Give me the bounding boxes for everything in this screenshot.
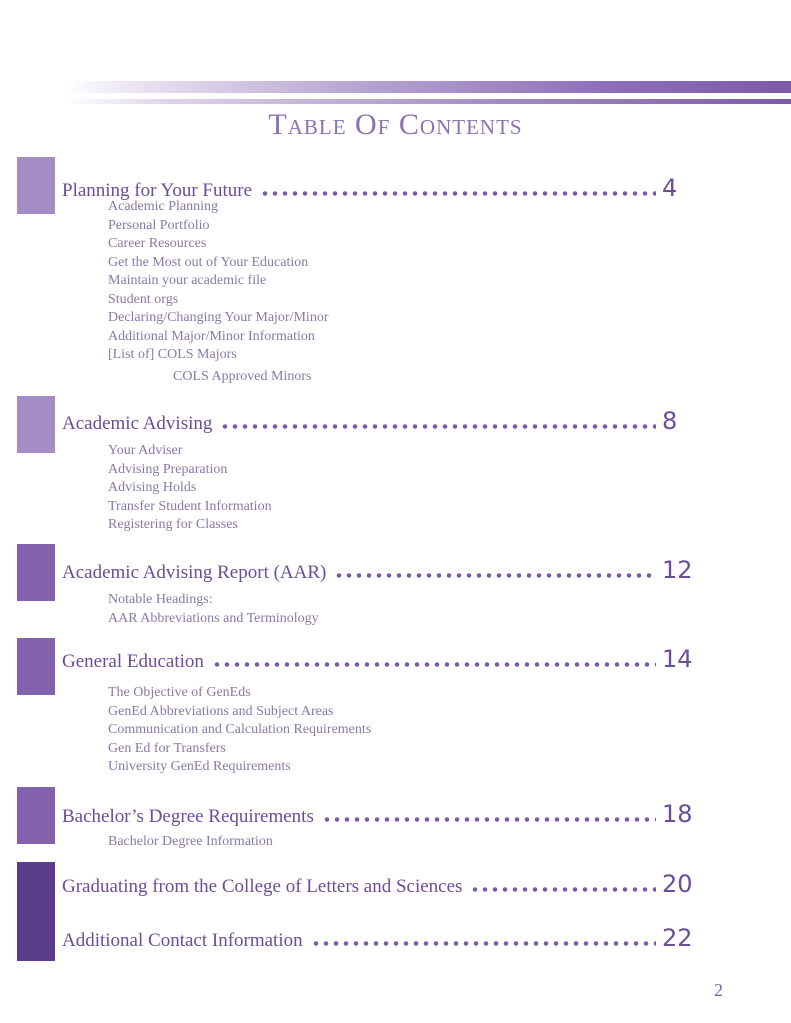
dot-leader [220,424,656,429]
subsection-item: Academic Planning [108,199,219,214]
header-gradient-line [62,99,791,104]
subsection-item: The Objective of GenEds [108,685,251,700]
page-number: 2 [714,980,723,1000]
page-title: Table Of Contents [268,108,523,141]
subsection-item: Advising Preparation [108,461,228,477]
subsection-list [108,442,272,535]
dot-leader [260,191,656,196]
section-tab-3 [17,544,55,601]
toc-entry-title: Academic Advising Report (AAR) [62,562,327,583]
toc-entry-page: 20 [662,870,693,898]
toc-entry-page: 22 [662,924,693,952]
dot-leader [334,573,656,578]
subsection-item: Registering for Classes [108,517,238,532]
subsection-item: [List of] COLS Majors [108,347,237,362]
toc-entry-title: Graduating from the College of Letters and Sciences [62,876,463,897]
toc-entry[interactable] [62,924,702,952]
subsection-item: Additional Major/Minor Information [108,328,315,344]
subsection-item: University GenEd Requirements [108,759,291,774]
subsection-item: Personal Portfolio [108,217,210,233]
subsection-item: Gen Ed for Transfers [108,740,226,756]
section-tab-2 [17,396,55,453]
subsection-item: GenEd Abbreviations and Subject Areas [108,703,334,719]
subsection-item: Maintain your academic file [108,273,267,288]
toc-entry-page: 18 [662,800,693,828]
toc-entry-title: Bachelor’s Degree Requirements [62,806,314,827]
subsection-list [108,198,328,386]
subsection-item: Advising Holds [108,480,197,495]
subsection-list [108,833,273,852]
dot-leader [322,817,656,822]
toc-entry-page: 12 [662,556,693,584]
section-tab-1 [17,157,55,214]
toc-entry-title: Additional Contact Information [62,930,303,951]
toc-entry[interactable] [62,800,702,828]
toc-entry-title: Planning for Your Future [62,180,253,201]
section-tab-6 [17,862,55,961]
toc-entry-title: Academic Advising [62,413,213,434]
section-tab-5 [17,787,55,844]
subsection-item: Your Adviser [108,443,183,458]
subsection-item: Declaring/Changing Your Major/Minor [108,310,329,325]
toc-entry[interactable] [62,645,702,673]
subsection-item: Communication and Calculation Requirements [108,722,372,737]
subsection-item: Student orgs [108,291,179,307]
subsection-item: AAR Abbreviations and Terminology [108,610,319,626]
dot-leader [311,941,656,946]
subsection-item: Career Resources [108,236,207,251]
toc-entry-title: General Education [62,651,204,672]
toc-entry[interactable] [62,407,702,435]
toc-entry-page: 8 [662,407,678,435]
subsection-list [108,684,371,777]
toc-entry-page: 4 [662,174,678,202]
toc-entry-page: 14 [662,645,693,673]
subsection-list [108,591,319,628]
dot-leader [212,662,656,667]
toc-entry[interactable] [62,870,702,898]
subsection-item: Transfer Student Information [108,498,272,514]
subsection-item: Get the Most out of Your Education [108,254,309,270]
dot-leader [470,887,656,892]
section-tab-4 [17,638,55,695]
subsection-item: Bachelor Degree Information [108,834,273,849]
subsection-item: Notable Headings: [108,592,213,607]
subsection-subitem: COLS Approved Minors [173,368,312,384]
toc-entry[interactable] [62,556,702,584]
header-gradient-band [62,81,791,93]
